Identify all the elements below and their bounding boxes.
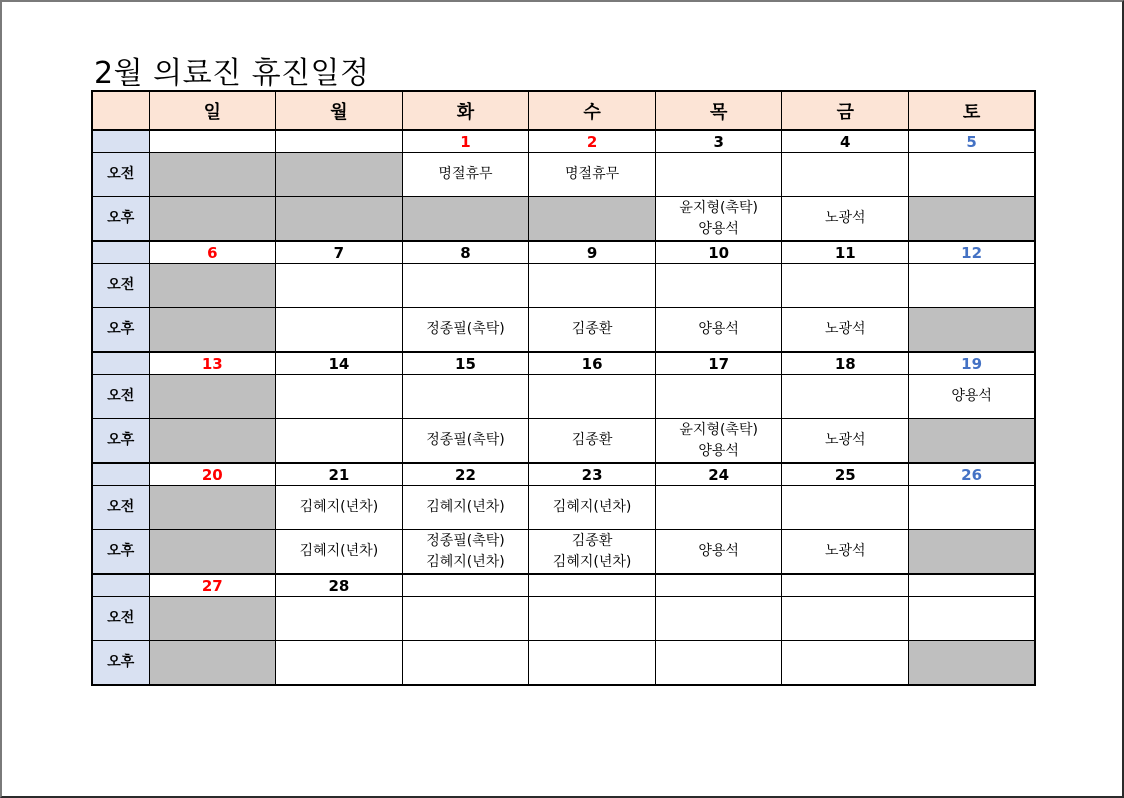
schedule-cell <box>276 597 403 641</box>
afternoon-row <box>92 641 1035 686</box>
date-number: 6 <box>149 241 276 264</box>
date-number: 25 <box>782 463 909 486</box>
afternoon-row <box>92 308 1035 353</box>
date-number: 18 <box>782 352 909 375</box>
date-number: 3 <box>655 130 782 153</box>
date-number <box>909 574 1036 597</box>
date-number: 11 <box>782 241 909 264</box>
doctor-entry: 노광석 <box>824 210 866 226</box>
schedule-cell <box>402 264 529 308</box>
doctor-entry: 양용석 <box>698 220 739 237</box>
schedule-cell <box>655 530 782 575</box>
doctor-entry: 김종환 <box>571 321 613 337</box>
doctor-entry: 김혜지(년차) <box>299 499 379 515</box>
doctor-entry: 노광석 <box>824 543 866 559</box>
schedule-cell <box>276 197 403 242</box>
doctor-entry: 명절휴무 <box>565 166 620 182</box>
date-row-label <box>92 352 149 375</box>
date-number: 27 <box>149 574 276 597</box>
schedule-cell <box>909 486 1036 530</box>
schedule-cell <box>782 597 909 641</box>
schedule-cell <box>402 419 529 464</box>
date-number: 24 <box>655 463 782 486</box>
date-row <box>92 463 1035 486</box>
doctor-entry: 노광석 <box>824 432 866 448</box>
page-title: 2월 의료진 휴진일정 <box>94 56 370 91</box>
schedule-cell <box>909 597 1036 641</box>
schedule-cell <box>782 419 909 464</box>
date-row <box>92 241 1035 264</box>
date-number: 21 <box>276 463 403 486</box>
schedule-cell <box>276 641 403 686</box>
date-number: 4 <box>782 130 909 153</box>
date-row-label <box>92 574 149 597</box>
schedule-cell <box>529 530 656 575</box>
schedule-cell <box>782 197 909 242</box>
date-number: 20 <box>149 463 276 486</box>
doctor-entry: 김종환 <box>571 532 613 549</box>
schedule-cell <box>276 264 403 308</box>
date-number: 1 <box>402 130 529 153</box>
date-number: 12 <box>909 241 1036 264</box>
afternoon-label: 오후 <box>92 419 149 464</box>
doctor-entry: 윤지형(촉탁) <box>679 199 758 216</box>
schedule-cell <box>655 197 782 242</box>
schedule-cell <box>529 641 656 686</box>
schedule-cell <box>909 419 1036 464</box>
schedule-cell <box>149 375 276 419</box>
schedule-cell <box>782 264 909 308</box>
schedule-cell <box>529 486 656 530</box>
date-number <box>782 574 909 597</box>
schedule-cell <box>276 486 403 530</box>
schedule-cell <box>276 530 403 575</box>
header-day: 목 <box>655 91 782 130</box>
date-number <box>655 574 782 597</box>
schedule-cell <box>402 153 529 197</box>
schedule-cell <box>149 641 276 686</box>
date-row-label <box>92 241 149 264</box>
date-number: 9 <box>529 241 656 264</box>
doctor-entry: 명절휴무 <box>438 166 493 182</box>
date-number: 2 <box>529 130 656 153</box>
schedule-cell <box>655 419 782 464</box>
date-row <box>92 352 1035 375</box>
schedule-cell <box>402 375 529 419</box>
morning-label: 오전 <box>92 486 149 530</box>
schedule-cell <box>402 486 529 530</box>
date-number: 10 <box>655 241 782 264</box>
doctor-entry: 정종필(촉탁) <box>426 532 505 549</box>
date-number <box>529 574 656 597</box>
date-row-label <box>92 463 149 486</box>
doctor-entry: 김혜지(년차) <box>426 499 505 515</box>
doctor-entry: 정종필(촉탁) <box>426 432 505 448</box>
schedule-cell <box>782 375 909 419</box>
doctor-entry: 양용석 <box>698 543 739 559</box>
schedule-cell <box>149 264 276 308</box>
date-number: 13 <box>149 352 276 375</box>
date-number: 7 <box>276 241 403 264</box>
morning-label: 오전 <box>92 264 149 308</box>
schedule-cell <box>402 197 529 242</box>
morning-label: 오전 <box>92 375 149 419</box>
afternoon-label: 오후 <box>92 641 149 686</box>
schedule-cell <box>529 264 656 308</box>
morning-row <box>92 486 1035 530</box>
schedule-cell <box>402 597 529 641</box>
doctor-entry: 김혜지(년차) <box>552 499 632 515</box>
schedule-cell <box>909 375 1036 419</box>
date-number <box>402 574 529 597</box>
header-day: 월 <box>276 91 403 130</box>
morning-label: 오전 <box>92 153 149 197</box>
weekday-header-row <box>92 91 1035 130</box>
schedule-cell <box>149 419 276 464</box>
schedule-cell <box>402 308 529 353</box>
date-number: 5 <box>909 130 1036 153</box>
schedule-cell <box>529 153 656 197</box>
doctor-entry: 양용석 <box>698 321 739 337</box>
schedule-cell <box>909 197 1036 242</box>
schedule-table <box>91 90 1036 686</box>
doctor-entry: 정종필(촉탁) <box>426 321 505 337</box>
afternoon-row <box>92 419 1035 464</box>
afternoon-label: 오후 <box>92 197 149 242</box>
schedule-cell <box>402 641 529 686</box>
schedule-cell <box>655 597 782 641</box>
morning-row <box>92 375 1035 419</box>
schedule-cell <box>149 597 276 641</box>
date-number: 8 <box>402 241 529 264</box>
date-number: 19 <box>909 352 1036 375</box>
doctor-entry: 김혜지(년차) <box>299 543 379 559</box>
schedule-cell <box>909 530 1036 575</box>
date-number: 17 <box>655 352 782 375</box>
morning-label: 오전 <box>92 597 149 641</box>
schedule-cell <box>149 308 276 353</box>
afternoon-label: 오후 <box>92 308 149 353</box>
header-day: 금 <box>782 91 909 130</box>
doctor-entry: 김혜지(년차) <box>426 553 505 570</box>
date-number: 26 <box>909 463 1036 486</box>
schedule-cell <box>655 486 782 530</box>
schedule-cell <box>402 530 529 575</box>
date-number <box>276 130 403 153</box>
schedule-cell <box>529 308 656 353</box>
schedule-cell <box>276 419 403 464</box>
afternoon-label: 오후 <box>92 530 149 575</box>
schedule-cell <box>655 375 782 419</box>
header-day: 일 <box>149 91 276 130</box>
schedule-cell <box>782 486 909 530</box>
doctor-entry: 김혜지(년차) <box>552 553 632 570</box>
schedule-cell <box>782 153 909 197</box>
schedule-cell <box>782 308 909 353</box>
date-number: 23 <box>529 463 656 486</box>
date-row-label <box>92 130 149 153</box>
schedule-cell <box>909 153 1036 197</box>
schedule-cell <box>909 308 1036 353</box>
header-day: 토 <box>909 91 1036 130</box>
schedule-cell <box>276 375 403 419</box>
morning-row <box>92 597 1035 641</box>
schedule-cell <box>909 264 1036 308</box>
doctor-entry: 윤지형(촉탁) <box>679 421 758 438</box>
header-day: 수 <box>529 91 656 130</box>
calendar-body <box>92 130 1035 685</box>
date-number <box>149 130 276 153</box>
schedule-cell <box>909 641 1036 686</box>
doctor-entry: 양용석 <box>698 442 739 459</box>
schedule-cell <box>655 153 782 197</box>
date-row <box>92 130 1035 153</box>
schedule-cell <box>782 530 909 575</box>
doctor-entry: 김종환 <box>571 432 613 448</box>
date-number: 22 <box>402 463 529 486</box>
schedule-cell <box>529 597 656 641</box>
header-corner <box>92 91 149 130</box>
schedule-cell <box>529 197 656 242</box>
schedule-cell <box>149 530 276 575</box>
schedule-cell <box>276 153 403 197</box>
morning-row <box>92 153 1035 197</box>
schedule-cell <box>655 641 782 686</box>
date-number: 15 <box>402 352 529 375</box>
morning-row <box>92 264 1035 308</box>
schedule-cell <box>782 641 909 686</box>
date-number: 28 <box>276 574 403 597</box>
date-row <box>92 574 1035 597</box>
schedule-cell <box>276 308 403 353</box>
afternoon-row <box>92 197 1035 242</box>
header-day: 화 <box>402 91 529 130</box>
doctor-entry: 양용석 <box>951 388 992 404</box>
schedule-cell <box>149 486 276 530</box>
schedule-cell <box>655 264 782 308</box>
date-number: 14 <box>276 352 403 375</box>
afternoon-row <box>92 530 1035 575</box>
schedule-cell <box>149 153 276 197</box>
schedule-cell <box>149 197 276 242</box>
schedule-cell <box>529 419 656 464</box>
date-number: 16 <box>529 352 656 375</box>
schedule-cell <box>529 375 656 419</box>
schedule-cell <box>655 308 782 353</box>
doctor-entry: 노광석 <box>824 321 866 337</box>
